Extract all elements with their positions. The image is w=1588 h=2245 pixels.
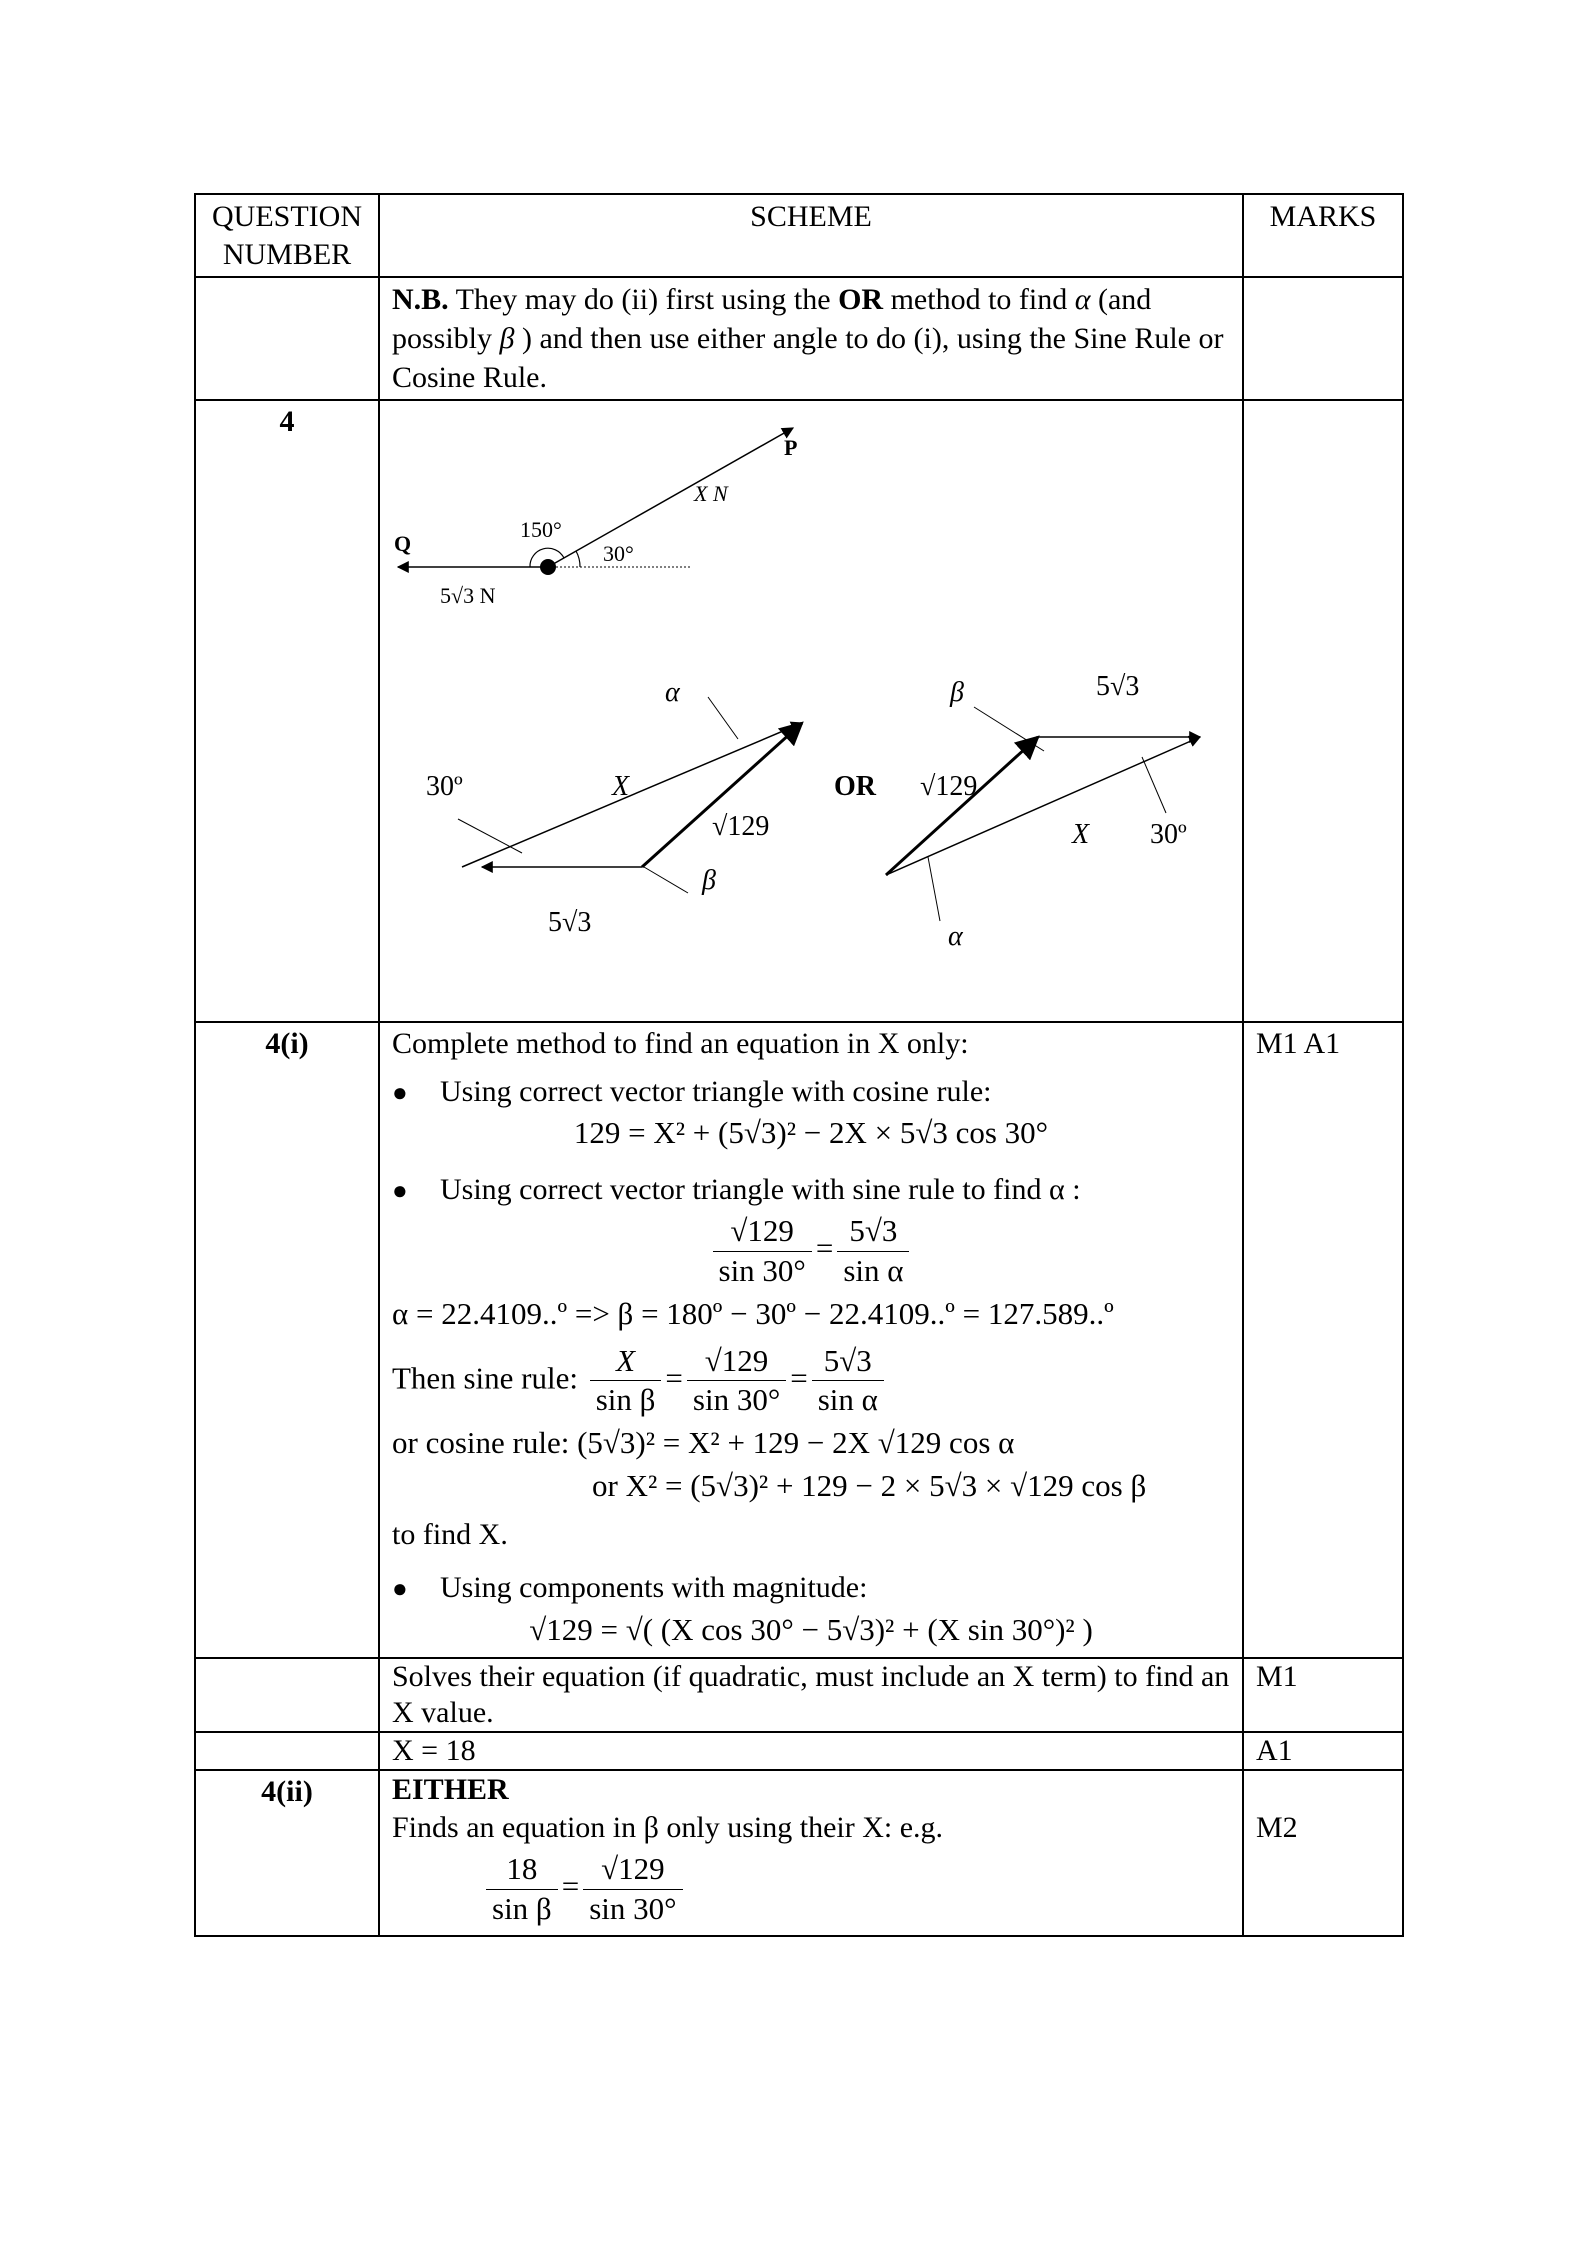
bullet-sine: ● Using correct vector triangle with sine rule to find α : <box>392 1172 1081 1206</box>
label-r129-right: √129 <box>920 771 978 802</box>
force-diagrams <box>380 401 1234 1021</box>
angle-30-arc <box>576 551 580 567</box>
thirty-pointer-right <box>1142 757 1166 813</box>
bullet-cosine: ● Using correct vector triangle with cosine rule: <box>392 1074 992 1108</box>
q4ii-row <box>195 1770 1403 1936</box>
solve-text: Solves their equation (if quadratic, must include an X term) to find an X value. <box>379 1658 1243 1732</box>
question-number: 4 <box>195 400 379 1022</box>
equation-sine: $\frac{√129}{\sin 30^\circ}$ = $\frac{5√3}{\text{sin α}}$ <box>392 1212 1230 1291</box>
scheme-header: SCHEME <box>379 194 1243 277</box>
question-number: 4(i) <box>195 1022 379 1658</box>
nb-note: N.B. They may do (ii) first using the OR method to find α (and possibly β ) and then use either angle to do (i), using the Sine Rule or Cosine Rule. <box>379 277 1243 400</box>
label-30-left: 30º <box>426 771 463 802</box>
beta-pointer-right <box>974 707 1044 751</box>
finds-text: Finds an equation in β only using their X: e.g. <box>392 1810 944 1844</box>
thirty-pointer <box>458 819 522 853</box>
label-x-right: X <box>1072 819 1090 850</box>
label-5r3-right: 5√3 <box>1096 671 1140 702</box>
x-value-row <box>195 1732 1403 1770</box>
equation-or-cosine-beta: or X² = (5√3)² + 129 − 2 × 5√3 × √129 cos β <box>592 1467 1147 1503</box>
label-p: P <box>784 435 798 460</box>
triangle-x-side-right <box>886 737 1200 875</box>
to-find-text: to find X. <box>392 1517 508 1551</box>
equation-alpha-beta: α = 22.4109..º => β = 180º − 30º − 22.4109..º = 127.589..º <box>392 1295 1114 1331</box>
solve-marks: M1 <box>1243 1658 1403 1732</box>
solve-row <box>195 1658 1403 1732</box>
q4i-scheme <box>379 1022 1243 1658</box>
question-number-header: QUESTION NUMBER <box>195 194 379 277</box>
label-beta-right: β <box>950 677 964 708</box>
label-r129-left: √129 <box>712 811 770 842</box>
triangle-r129-side-right <box>886 737 1038 875</box>
label-q: Q <box>394 531 412 556</box>
x-value-text: X = 18 <box>379 1732 1243 1770</box>
equation-then-sine: Then sine rule: $\frac{X}{\text{sin β}}$ = $\frac{√129}{\sin 30^\circ}$ = $\frac{5√3}{\text{sin α}}$ <box>392 1342 1230 1421</box>
triangle-x-side <box>462 723 802 867</box>
either-label: EITHER <box>392 1773 509 1807</box>
question-number: 4(ii) <box>195 1770 379 1936</box>
or-label: OR <box>834 771 876 802</box>
alpha-pointer-right <box>928 857 940 921</box>
bullet-components: ● Using components with magnitude: <box>392 1571 868 1604</box>
label-30-right: 30º <box>1150 819 1187 850</box>
label-30: 30° <box>603 541 634 566</box>
label-5r3-left: 5√3 <box>548 907 592 938</box>
label-5r3n: 5√3 N <box>440 583 496 608</box>
q4-diagram-row <box>195 400 1403 1022</box>
label-alpha: α <box>665 677 680 708</box>
beta-pointer <box>644 867 688 893</box>
q4i-marks: M1 A1 <box>1243 1022 1403 1658</box>
label-beta-left: β <box>702 865 716 896</box>
equation-components: √129 = √( (X cos 30° − 5√3)² + (X sin 30°)² ) <box>529 1611 1093 1647</box>
equation-cosine: 129 = X² + (5√3)² − 2X × 5√3 cos 30° <box>573 1115 1049 1150</box>
label-x-left: X <box>612 771 630 802</box>
x-value-marks: A1 <box>1243 1732 1403 1770</box>
triangle-r129-side <box>642 723 802 867</box>
equation-beta: $\frac{18}{\text{sin β}}$ = $\frac{√129}{\sin 30^\circ}$ <box>392 1850 1230 1929</box>
mark-scheme-table <box>194 193 1404 1937</box>
label-xn: X N <box>694 481 728 506</box>
marks-header: MARKS <box>1243 194 1403 277</box>
header-row <box>195 194 1403 277</box>
label-150: 150° <box>520 517 562 542</box>
q4ii-scheme <box>379 1770 1243 1936</box>
alpha-pointer <box>708 697 738 739</box>
nb-row <box>195 277 1403 400</box>
q4i-row <box>195 1022 1403 1658</box>
vector-triangle-left <box>426 677 877 938</box>
force-point-diagram <box>394 428 797 608</box>
vector-triangle-right <box>886 671 1200 952</box>
force-p-arrow <box>548 428 793 567</box>
point-dot <box>540 559 556 575</box>
intro-text: Complete method to find an equation in X only: <box>392 1027 969 1060</box>
equation-or-cosine: or cosine rule: (5√3)² = X² + 129 − 2X √129 cos α <box>392 1425 1015 1460</box>
q4ii-marks: M2 <box>1256 1811 1298 1845</box>
label-alpha-right: α <box>948 921 963 952</box>
